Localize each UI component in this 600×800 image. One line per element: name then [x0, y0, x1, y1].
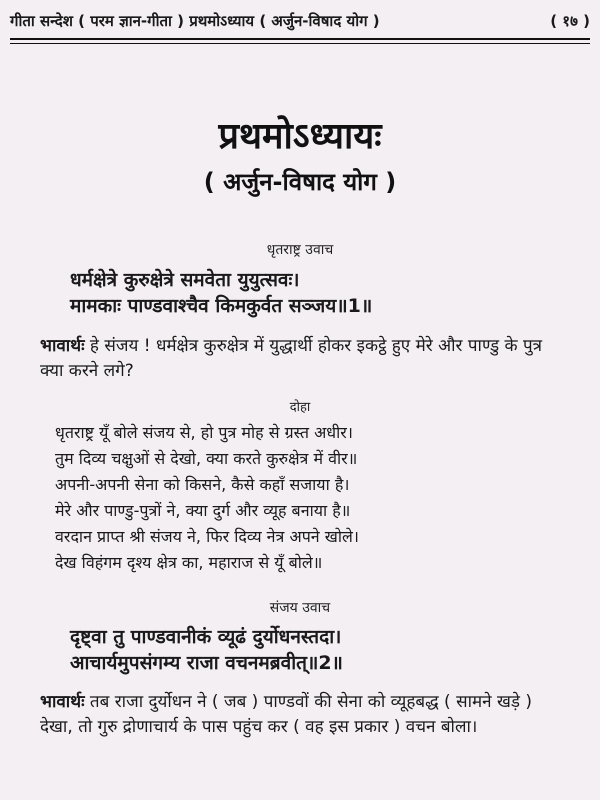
verse2-line-1: दृष्ट्वा तु पाण्डवानीकं व्यूढं दुर्योधनस्तदा।: [70, 626, 342, 648]
verse1-line-1: धर्मक्षेत्रे कुरुक्षेत्रे समवेता युयुत्सवः।: [70, 269, 300, 291]
chapter-subtitle: ( अर्जुन-विषाद योग ): [203, 168, 397, 196]
doha-line-5: वरदान प्राप्त श्री संजय ने, फिर दिव्य नेत्र अपने खोले।: [55, 527, 359, 546]
verse2: [70, 623, 540, 675]
bhavarth1: [40, 334, 570, 384]
doha-line-1: धृतराष्ट्र यूँ बोले संजय से, हो पुत्र मोह से ग्रस्त अधीर।: [55, 423, 353, 442]
verse1-speaker: धृतराष्ट्र उवाच: [266, 242, 334, 258]
bhavarth2: [40, 690, 570, 740]
page-header: [10, 6, 590, 36]
header-rule: [10, 38, 590, 44]
bhavarth2-text: तब राजा दुर्योधन ने ( जब ) पाण्डवों की सेना को व्यूहबद्ध ( सामने खड़े ) देखा, तो गुरु द्रोणाचार्य के पास पहुंच कर ( वह इस प्रकार ) वचन बोला।: [40, 692, 533, 737]
doha-line-4: मेरे और पाण्डु-पुत्रों ने, क्या दुर्ग और व्यूह बनाया है॥: [55, 501, 351, 520]
verse2-speaker: संजय उवाच: [269, 600, 331, 616]
verse2-line-2: आचार्यमुपसंगम्य राजा वचनमब्रवीत्॥2॥: [70, 652, 343, 674]
page-number: ( १७ ): [550, 12, 590, 30]
doha-line-6: देख विहंगम दृश्य क्षेत्र का, महाराज से यूँ बोले॥: [55, 553, 323, 572]
bhavarth2-label: भावार्थः: [40, 692, 85, 712]
doha-line-2: तुम दिव्य चक्षुओं से देखो, क्या करते कुरुक्षेत्र में वीर॥: [55, 449, 358, 468]
doha: [55, 420, 555, 576]
verse1: [70, 266, 540, 318]
doha-line-3: अपनी-अपनी सेना को किसने, कैसे कहाँ सजाया है।: [55, 475, 350, 494]
bhavarth1-text: हे संजय ! धर्मक्षेत्र कुरुक्षेत्र में युद्धार्थी होकर इकट्ठे हुए मेरे और पाण्डु के पुत्र क्या करने लगे?: [40, 336, 543, 381]
bhavarth1-label: भावार्थः: [40, 336, 85, 356]
doha-label: दोहा: [289, 400, 311, 415]
verse1-line-2: मामकाः पाण्डवाश्चैव किमकुर्वत सञ्जय॥1॥: [70, 295, 373, 317]
running-title: गीता सन्देश ( परम ज्ञान-गीता ) प्रथमोऽध्याय ( अर्जुन-विषाद योग ): [10, 12, 380, 30]
chapter-title: प्रथमोऽध्यायः: [218, 116, 382, 157]
